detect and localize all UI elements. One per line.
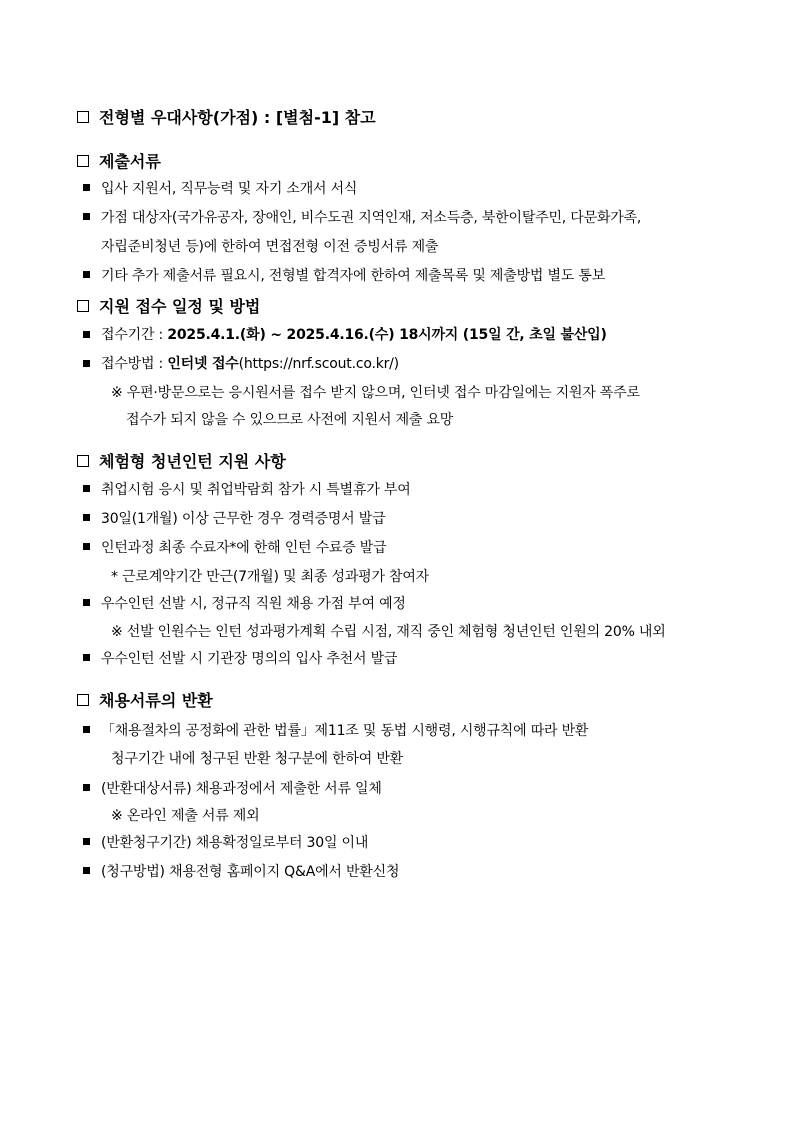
bullet-square-icon (83, 213, 90, 220)
section-heading-preference (77, 105, 376, 128)
bullet-square-icon (83, 184, 90, 191)
list-item: 가점 대상자(국가유공자, 장애인, 비수도권 지역인재, 저소득층, 북한이탈주민, 다문화가족, (101, 210, 642, 226)
note-continuation: 접수가 되지 않을 수 있으므로 사전에 지원서 제출 요망 (126, 412, 454, 428)
section-title: 제출서류 (99, 152, 161, 171)
bullet-square-icon (83, 331, 90, 338)
bullet-square-icon (83, 867, 90, 874)
bullet-square-icon (83, 360, 90, 367)
bullet-square-icon (83, 485, 90, 492)
list-item: 입사 지원서, 직무능력 및 자기 소개서 서식 (101, 181, 358, 197)
checkbox-square-icon (77, 111, 89, 123)
application-url[interactable]: (https://nrf.scout.co.kr/) (238, 356, 399, 372)
bullet-square-icon (83, 599, 90, 606)
list-item: 30일(1개월) 이상 근무한 경우 경력증명서 발급 (101, 511, 386, 527)
note: ※ 선발 인원수는 인턴 성과평가계획 수립 시점, 재직 중인 체험형 청년인턴 인원의 20% 내외 (111, 624, 666, 640)
checkbox-square-icon (77, 300, 89, 312)
bullet-square-icon (83, 543, 90, 550)
section-heading-application (77, 294, 260, 317)
section-title: 채용서류의 반환 (99, 691, 213, 710)
list-item-continuation: 청구기간 내에 청구된 반환 청구분에 한하여 반환 (111, 751, 403, 767)
application-method (101, 353, 399, 373)
bullet-square-icon (83, 271, 90, 278)
list-item: (청구방법) 채용전형 홈페이지 Q&A에서 반환신청 (101, 864, 400, 880)
list-item: 인턴과정 최종 수료자*에 한해 인턴 수료증 발급 (101, 540, 387, 556)
note: ※ 온라인 제출 서류 제외 (111, 808, 260, 824)
list-item-continuation: 자립준비청년 등)에 한하여 면접전형 이전 증빙서류 제출 (101, 239, 439, 255)
bullet-square-icon (83, 784, 90, 791)
list-item: (반환대상서류) 채용과정에서 제출한 서류 일체 (101, 781, 382, 797)
section-heading-document-return (77, 688, 213, 711)
section-title: 전형별 우대사항(가점) : [별첨-1] 참고 (99, 108, 376, 127)
application-method-label: 접수방법 : (101, 356, 168, 372)
list-item: 기타 추가 제출서류 필요시, 전형별 합격자에 한하여 제출목록 및 제출방법 별도 통보 (101, 268, 606, 284)
note: ※ 우편·방문으로는 응시원서를 접수 받지 않으며, 인터넷 접수 마감일에는 지원자 폭주로 (111, 385, 640, 401)
application-period-label: 접수기간 : (101, 327, 168, 343)
section-title: 체험형 청년인턴 지원 사항 (99, 452, 286, 471)
checkbox-square-icon (77, 155, 89, 167)
list-item: 「채용절차의 공정화에 관한 법률」제11조 및 동법 시행령, 시행규칙에 따라 반환 (101, 723, 589, 739)
list-item: 우수인턴 선발 시 기관장 명의의 입사 추천서 발급 (101, 651, 398, 667)
bullet-square-icon (83, 726, 90, 733)
list-item: (반환청구기간) 채용확정일로부터 30일 이내 (101, 835, 369, 851)
list-item: 우수인턴 선발 시, 정규직 직원 채용 가점 부여 예정 (101, 596, 406, 612)
section-heading-documents (77, 149, 161, 172)
checkbox-square-icon (77, 694, 89, 706)
note: * 근로계약기간 만근(7개월) 및 최종 성과평가 참여자 (111, 569, 430, 585)
section-title: 지원 접수 일정 및 방법 (99, 297, 261, 316)
application-method-value: 인터넷 접수 (167, 356, 239, 372)
section-heading-intern-support (77, 449, 286, 472)
bullet-square-icon (83, 838, 90, 845)
bullet-square-icon (83, 654, 90, 661)
application-period-value: 2025.4.1.(화) ~ 2025.4.16.(수) 18시까지 (15일 간, 초일 불산입) (167, 327, 607, 343)
application-period (101, 324, 607, 344)
bullet-square-icon (83, 514, 90, 521)
list-item: 취업시험 응시 및 취업박람회 참가 시 특별휴가 부여 (101, 482, 411, 498)
checkbox-square-icon (77, 455, 89, 467)
